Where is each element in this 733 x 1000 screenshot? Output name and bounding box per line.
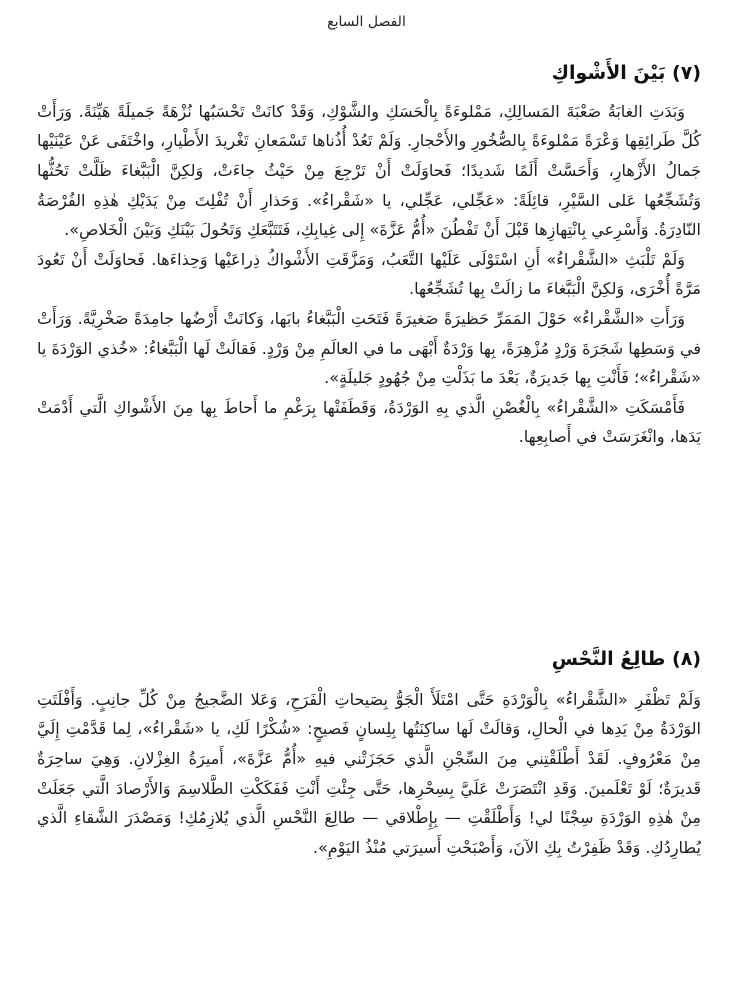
section-title: (٨) طالِعُ النَّحْسِ (551, 648, 701, 670)
section-bad-omen (37, 648, 701, 862)
paragraph: فَأَمْسَكَتِ «الشَّقْراءُ» بِالْغُصْنِ الَّذي بِهِ الوَرْدَةُ، وَقَطَفَتْها بِرَغْمِ ما أَحاطَ بِها مِنَ الأَشْواكِ الَّتي أَدْمَتْ يَدَها، وانْغَرَسَتْ في أَصابِعِها. (37, 397, 701, 447)
paragraph: وَلَمْ تَلْبَثِ «الشَّقْراءُ» أَنِ اسْتَوْلَى عَلَيْها التَّعَبُ، وَمَزَّقَتِ الأَشْواكُ ذِراعَيْها وَحِذاءَها. فَحاوَلَتْ أَنْ تَعُودَ مَرَّةً أُخْرَى، وَلكِنَّ الْبَبَّغاءَ ما زالَتْ بِها تُشَجِّعُها. (37, 249, 701, 299)
section-between-thorns (37, 62, 701, 452)
paragraph: وَلَمْ تَظْفَرِ «الشَّقْراءُ» بِالْوَرْدَةِ حَتَّى امْتَلَأَ الْجَوُّ بِصَيحاتِ الْفَرَحِ، وَعَلا الضَّجيجُ مِنْ كُلِّ جانِبٍ. وَأَفْلَتَتِ الوَرْدَةُ مِنْ يَدِها في الْحالِ، وَقالَتْ لَها ساكِنَتُها بِلِسانٍ فَصيحٍ: «شُكْرًا لَكِ، يا «شَقْراءُ»، لِما قَدَّمْتِ إِلَيَّ مِنْ مَعْرُوفٍ. لَقَدْ أَطْلَقْتِني مِنَ السِّجْنِ الَّذي حَجَزَتْني فيهِ «أُمُّ عَزَّةَ»، أَميرَةُ الغِزْلانِ. وَهِيَ ساحِرَةٌ قَديرَةٌ؛ لَوْ تَعْلَمينَ. وَقَدِ انْتَصَرَتْ عَلَيَّ بِسِحْرِها، حَتَّى جِئْتِ أَنْتِ فَفَكَكْتِ الطَّلاسِمَ وَالأَرْصادَ الَّتي جَعَلَتْ مِنْ هٰذِهِ الوَرْدَةِ سِجْنًا لي! وَأَطْلَقْتِ — بِإِطْلاقي — طالِعَ النَّحْسِ الَّذي يُلازِمُكِ! وَمَصْدَرَ الشَّقاءِ الَّذي يُطارِدُكِ. وَقَدْ ظَفِرْتُ بِكِ الآنَ، وَأَصْبَحْتِ أَسيرَتي مُنْذُ اليَوْمِ». (37, 689, 701, 857)
chapter-running-header: الفصل السابع (327, 14, 406, 30)
section-title: (٧) بَيْنَ الأَشْواكِ (551, 62, 701, 84)
paragraph: وَرَأَتِ «الشَّقْراءُ» حَوْلَ المَمَرِّ حَظيرَةً صَغيرَةً فَتَحَتِ الْبَبَّغاءُ بابَها، وَكانَتْ أَرْضُها جامِدَةً صَخْرِيَّةً. وَرَأَتْ في وَسَطِها شَجَرَةَ وَرْدٍ مُزْهِرَةً، بِها وَرْدَةٌ أَبْهَى ما في العالَمِ مِنْ وَرْدٍ. فَقالَتْ لَها الْبَبَّغاءُ: «خُذي الوَرْدَةَ يا «شَقْراءُ»؛ فَأَنْتِ بِها جَديرَةٌ، بَعْدَ ما بَذَلْتِ مِنْ جُهُودٍ جَليلَةٍ». (37, 308, 701, 388)
paragraph: وَبَدَتِ الغابَةُ صَعْبَةَ المَسالِكِ، مَمْلوءَةً بِالْحَسَكِ والشَّوْكِ، وَقَدْ كانَتْ تَحْسَبُها نُزْهَةً جَميلَةً هَيِّنَةً. وَرَأَتْ كُلَّ طَرائِقِها وَعْرَةً مَمْلوءَةً بِالصُّخُورِ والأَحْجارِ. وَلَمْ تَعُدْ أُذُناها تَسْمَعانِ تَغْريدَ الأَطْيارِ، واخْتَفَى عَنْ عَيْنَيْها جَمالُ الأَزْهارِ، وَأَحَسَّتْ أَلَمًا شَديدًا؛ فَحاوَلَتْ أَنْ تَرْجِعَ مِنْ حَيْثُ جاءَتْ، وَلكِنَّ الْبَبَّغاءَ ظَلَّتْ تَحُثُّها وَتُشَجِّعُها عَلى السَّيْرِ، قائِلَةً: «عَجِّلي، عَجِّلي، يا «شَقْراءُ». وَحَذارِ أَنْ تُفْلِتَ مِنْ يَدَيْكِ هٰذِهِ الفُرْصَةُ النّادِرَةُ. وَأَسْرِعي بِانْتِهازِها قَبْلَ أَنْ تَفْطُنَ «أُمُّ عَزَّةَ» إِلى غِيابِكِ، فَتَتَبَّعَكِ وَتَحُولَ بَيْنَكِ وَبَيْنَ الْخَلاصِ». (37, 101, 701, 240)
